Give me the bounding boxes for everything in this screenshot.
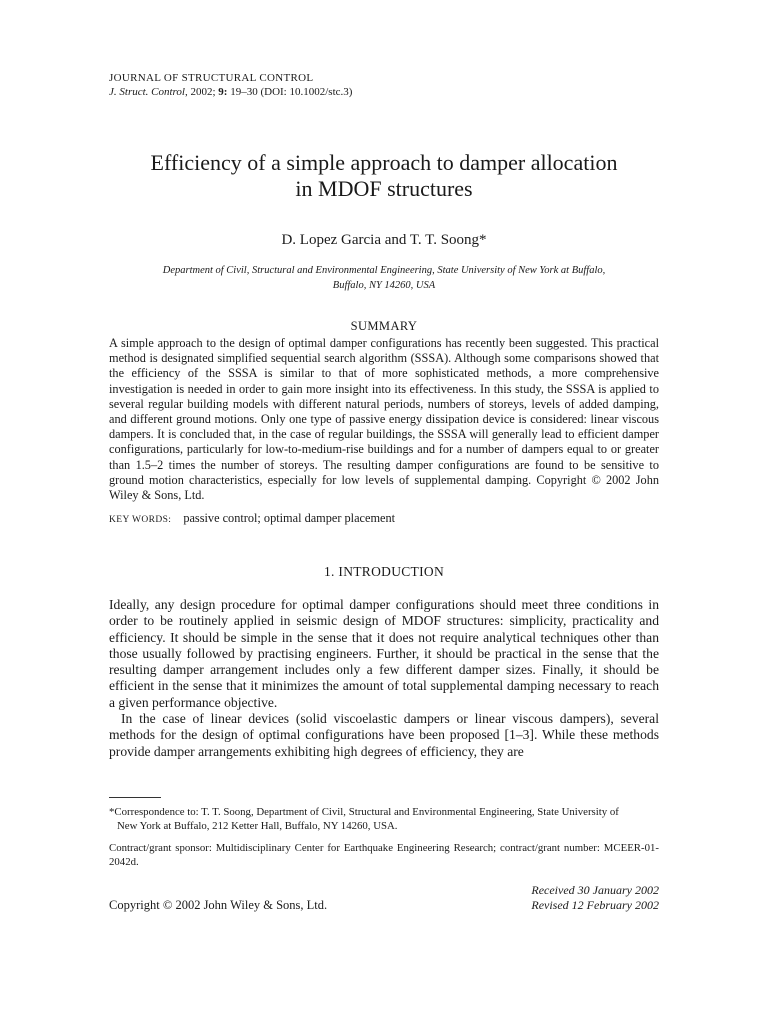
citation-journal: J. Struct. Control	[109, 86, 185, 98]
footnote-divider	[109, 797, 161, 798]
citation-pages: 19–30 (DOI: 10.1002/stc.3)	[230, 86, 353, 98]
citation-line: J. Struct. Control, 2002; 9: 19–30 (DOI: 10.1002/stc.3)	[109, 86, 353, 98]
revised-date: Revised 12 February 2002	[531, 898, 659, 912]
introduction-heading: 1. INTRODUCTION	[324, 564, 444, 579]
sponsor-footnote: Contract/grant sponsor: Multidisciplinary Center for Earthquake Engineering Research; contract/grant number: MCEER-01-2042d.	[109, 842, 659, 868]
introduction-paragraph-2: In the case of linear devices (solid viscoelastic dampers or linear viscous dampers), several methods for the design of optimal configurations have been proposed [1–3]. While these methods provide damper arrangements exhibiting high degrees of efficiency, they are	[109, 711, 659, 759]
correspondence-footnote	[109, 805, 659, 833]
summary-heading: SUMMARY	[350, 319, 418, 333]
correspondence-line-2: New York at Buffalo, 212 Ketter Hall, Buffalo, NY 14260, USA.	[117, 820, 398, 832]
affiliation-line-1: Department of Civil, Structural and Environmental Engineering, State University of New York at Buffalo,	[162, 265, 606, 276]
article-title	[60, 150, 708, 202]
citation-volume: 9:	[218, 86, 228, 98]
summary-text: A simple approach to the design of optimal damper configurations has recently been suggested. This practical method is designated simplified sequential search algorithm (SSSA). Although some comparisons showed that the efficiency of the SSSA is similar to that of more sophisticated methods, a more comprehensive investigation is needed in order to gain more insight into its effectiveness. In this study, the SSSA is applied to several regular building models with different natural periods, numbers of storeys, levels of added damping, and different ground motions. Only one type of passive energy dissipation device is considered: linear viscous dampers. It is concluded that, in the case of regular buildings, the SSSA will generally lead to efficient damper configurations, particularly for low-to-medium-rise buildings and for a number of dampers equal to or greater than 1.5–2 times the number of storeys. The resulting damper configurations are found to be sensitive to ground motion characteristics, especially for low levels of supplemental damping. Copyright © 2002 John Wiley & Sons, Ltd.	[109, 336, 659, 503]
keywords-label: KEY WORDS:	[109, 515, 172, 525]
affiliation	[120, 263, 648, 293]
keywords-value: passive control; optimal damper placement	[183, 511, 396, 525]
affiliation-line-2: Buffalo, NY 14260, USA	[332, 280, 436, 291]
keywords	[109, 511, 395, 526]
introduction-body	[109, 597, 659, 760]
correspondence-line-1: *Correspondence to: T. T. Soong, Department of Civil, Structural and Environmental Engineering, State University of	[109, 806, 619, 818]
title-line-1: Efficiency of a simple approach to damper allocation	[150, 150, 618, 175]
introduction-paragraph-1: Ideally, any design procedure for optimal damper configurations should meet three conditions in order to be routinely applied in seismic design of MDOF structures: simplicity, practicality and efficiency. It should be simple in the sense that it does not require analytical techniques other than those usually followed by practising engineers. Further, it should be practical in the sense that the resulting damper arrangement includes only a few different damper sizes. Finally, it should be efficient in the sense that it minimizes the amount of total supplemental damping necessary to reach a given performance objective.	[109, 597, 659, 710]
received-date: Received 30 January 2002	[531, 883, 659, 897]
received-dates	[459, 883, 659, 913]
journal-name: JOURNAL OF STRUCTURAL CONTROL	[109, 72, 314, 84]
title-line-2: in MDOF structures	[295, 176, 473, 201]
citation-year: 2002;	[190, 86, 216, 98]
copyright-footer: Copyright © 2002 John Wiley & Sons, Ltd.	[109, 898, 328, 912]
author-list: D. Lopez Garcia and T. T. Soong*	[281, 232, 487, 248]
